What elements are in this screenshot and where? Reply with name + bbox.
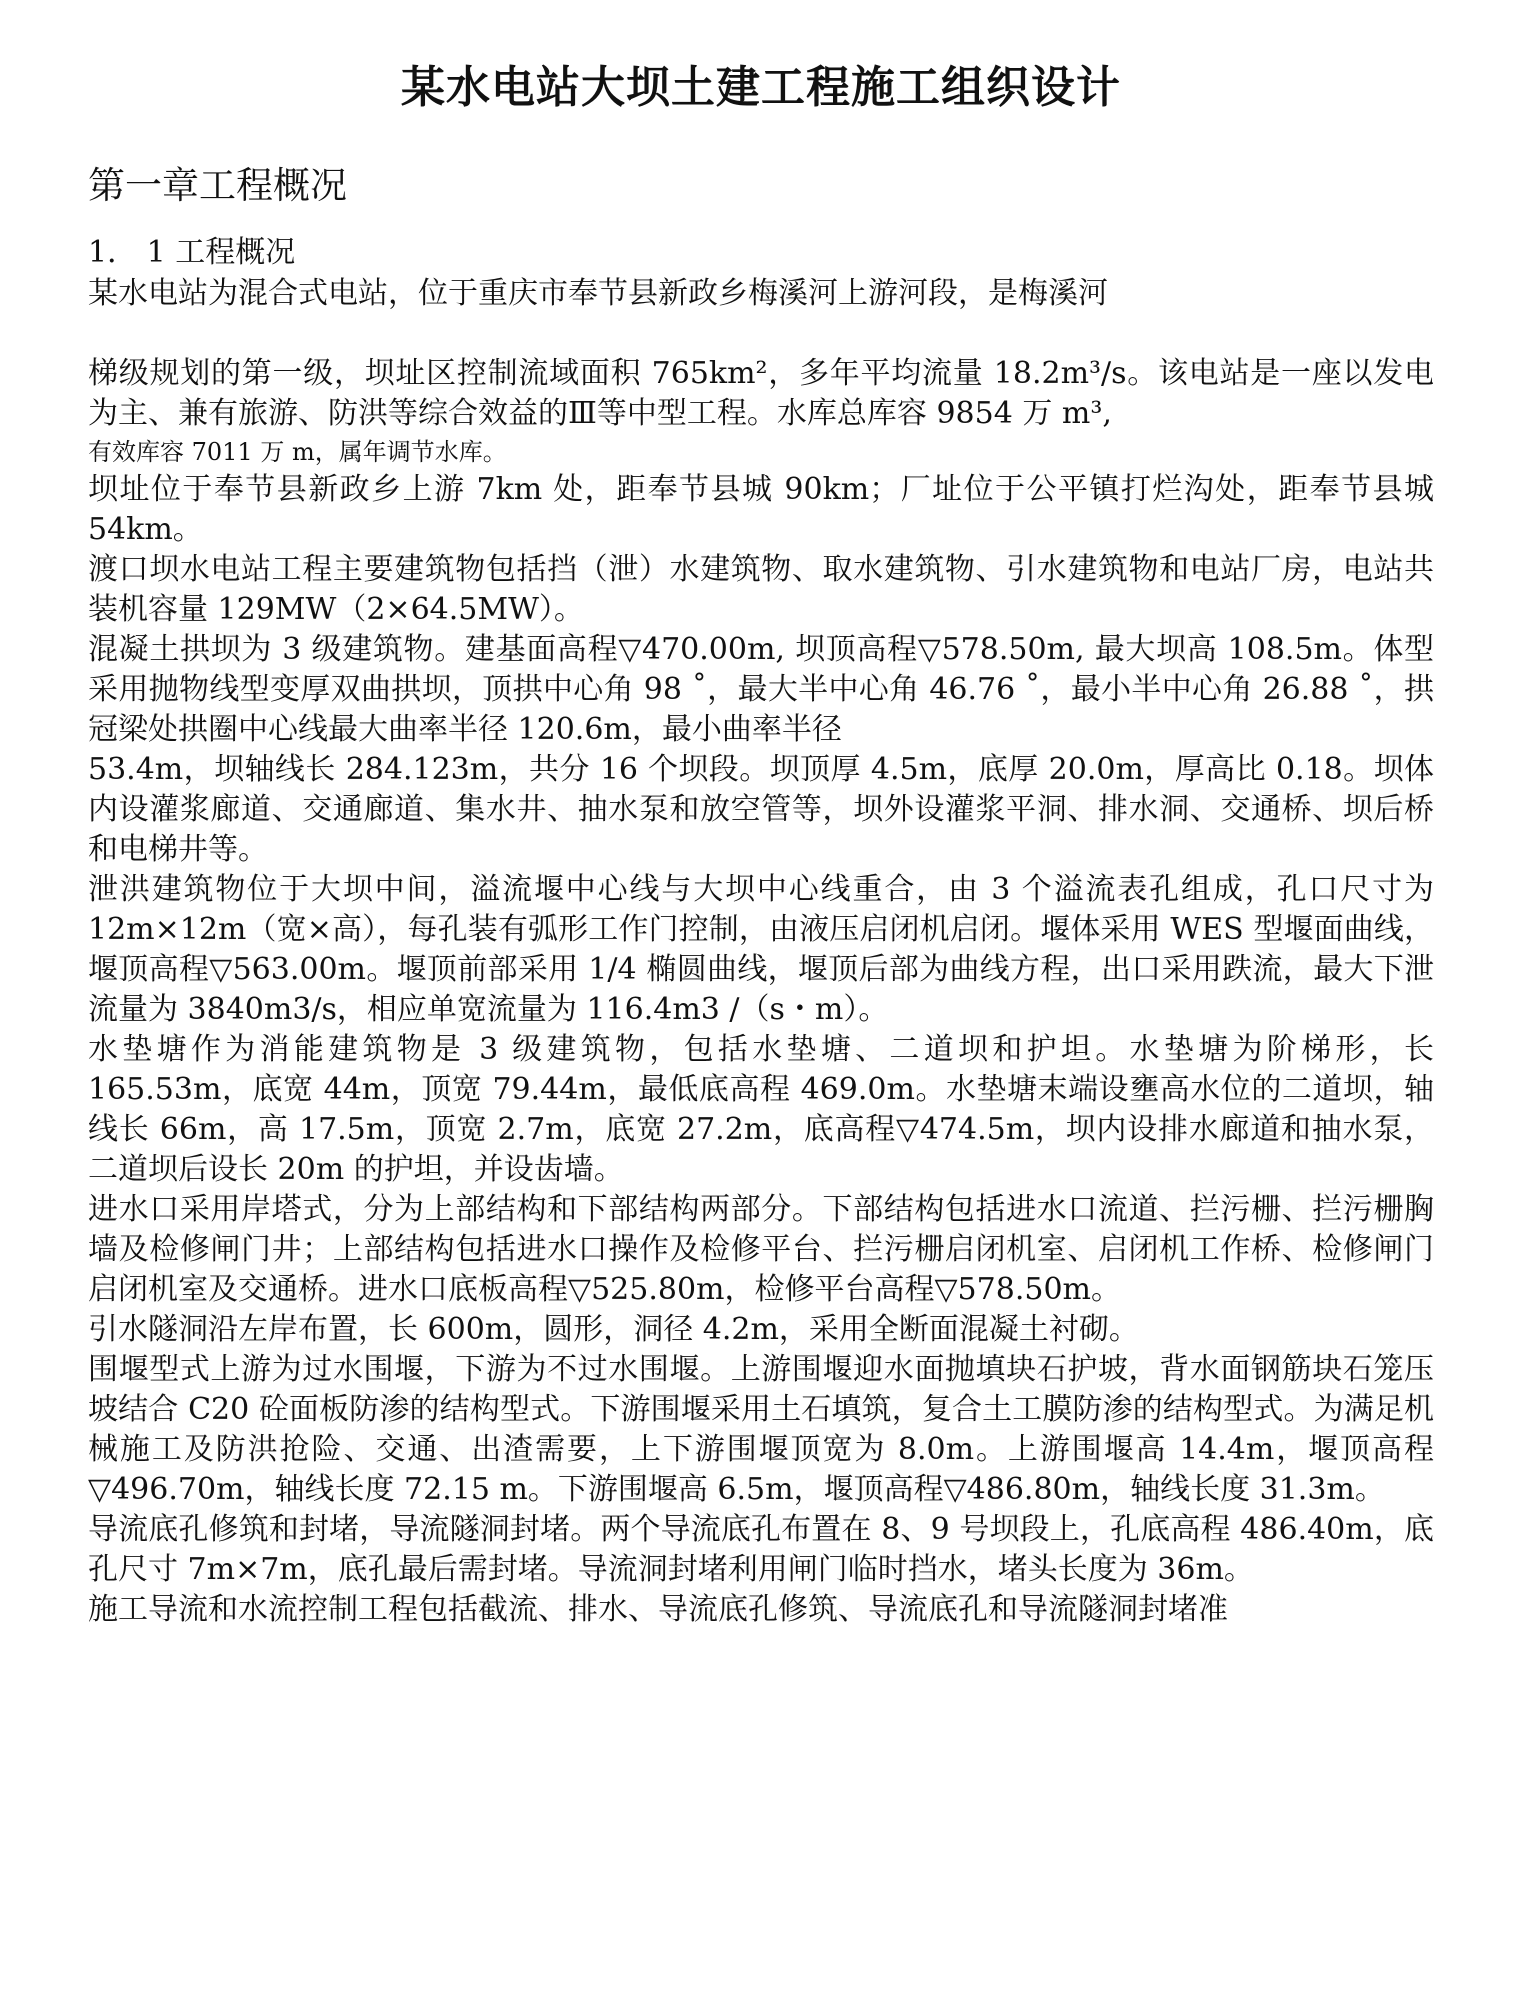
paragraph: 53.4m，坝轴线长 284.123m，共分 16 个坝段。坝顶厚 4.5m，底厚 20.0m，厚高比 0.18。坝体内设灌浆廊道、交通廊道、集水井、抽水泵和放空管等，坝外设灌浆平洞、排水洞、交通桥、坝后桥和电梯井等。 <box>88 752 1434 867</box>
document-page <box>88 58 1434 1630</box>
paragraph: 某水电站为混合式电站，位于重庆市奉节县新政乡梅溪河上游河段，是梅溪河 <box>88 276 1108 311</box>
paragraph: 导流底孔修筑和封堵，导流隧洞封堵。两个导流底孔布置在 8、9 号坝段上，孔底高程 486.40m，底孔尺寸 7m×7m，底孔最后需封堵。导流洞封堵利用闸门临时挡水，堵头长度为 36m。 <box>88 1512 1434 1587</box>
paragraph: 有效库容 7011 万 m，属年调节水库。 <box>88 438 507 466</box>
chapter-heading: 第一章工程概况 <box>88 164 347 207</box>
paragraph: 梯级规划的第一级，坝址区控制流域面积 765km²，多年平均流量 18.2m³/s。该电站是一座以发电为主、兼有旅游、防洪等综合效益的Ⅲ等中型工程。水库总库容 9854 万 m³, <box>88 356 1434 431</box>
paragraph: 围堰型式上游为过水围堰，下游为不过水围堰。上游围堰迎水面抛填块石护坡，背水面钢筋块石笼压坡结合 C20 砼面板防渗的结构型式。下游围堰采用土石填筑，复合土工膜防渗的结构型式。为满足机械施工及防洪抢险、交通、出渣需要，上下游围堰顶宽为 8.0m。上游围堰高 14.4m，堰顶高程▽496.70m，轴线长度 72.15 m。下游围堰高 6.5m，堰顶高程▽486.80m，轴线长度 31.3m。 <box>88 1352 1434 1507</box>
paragraph: 水垫塘作为消能建筑物是 3 级建筑物，包括水垫塘、二道坝和护坦。水垫塘为阶梯形，长 165.53m，底宽 44m，顶宽 79.44m，最低底高程 469.0m。水垫塘末端设壅高水位的二道坝，轴线长 66m，高 17.5m，顶宽 2.7m，底宽 27.2m，底高程▽474.5m，坝内设排水廊道和抽水泵，二道坝后设长 20m 的护坦，并设齿墙。 <box>88 1032 1434 1187</box>
paragraph: 泄洪建筑物位于大坝中间，溢流堰中心线与大坝中心线重合，由 3 个溢流表孔组成，孔口尺寸为 12m×12m（宽×高），每孔装有弧形工作门控制，由液压启闭机启闭。堰体采用 WES 型堰面曲线，堰顶高程▽563.00m。堰顶前部采用 1/4 椭圆曲线，堰顶后部为曲线方程，出口采用跌流，最大下泄流量为 3840m3/s，相应单宽流量为 116.4m3 /（s・m）。 <box>88 872 1434 1027</box>
paragraph: 进水口采用岸塔式，分为上部结构和下部结构两部分。下部结构包括进水口流道、拦污栅、拦污栅胸墙及检修闸门井；上部结构包括进水口操作及检修平台、拦污栅启闭机室、启闭机工作桥、检修闸门启闭机室及交通桥。进水口底板高程▽525.80m，检修平台高程▽578.50m。 <box>88 1192 1434 1307</box>
paragraph: 混凝土拱坝为 3 级建筑物。建基面高程▽470.00m, 坝顶高程▽578.50m, 最大坝高 108.5m。体型采用抛物线型变厚双曲拱坝，顶拱中心角 98 ˚，最大半中心角 46.76 ˚，最小半中心角 26.88 ˚，拱冠梁处拱圈中心线最大曲率半径 120.6m，最小曲率半径 <box>88 632 1434 747</box>
paragraph: 渡口坝水电站工程主要建筑物包括挡（泄）水建筑物、取水建筑物、引水建筑物和电站厂房，电站共装机容量 129MW（2×64.5MW）。 <box>88 552 1434 627</box>
document-title: 某水电站大坝土建工程施工组织设计 <box>401 62 1121 113</box>
paragraph: 引水隧洞沿左岸布置，长 600m，圆形，洞径 4.2m，采用全断面混凝土衬砌。 <box>88 1312 1139 1347</box>
section-heading: 1． 1 工程概况 <box>88 235 296 270</box>
paragraph: 坝址位于奉节县新政乡上游 7km 处，距奉节县城 90km；厂址位于公平镇打烂沟处，距奉节县城 54km。 <box>88 472 1434 547</box>
paragraph: 施工导流和水流控制工程包括截流、排水、导流底孔修筑、导流底孔和导流隧洞封堵准 <box>88 1592 1228 1627</box>
